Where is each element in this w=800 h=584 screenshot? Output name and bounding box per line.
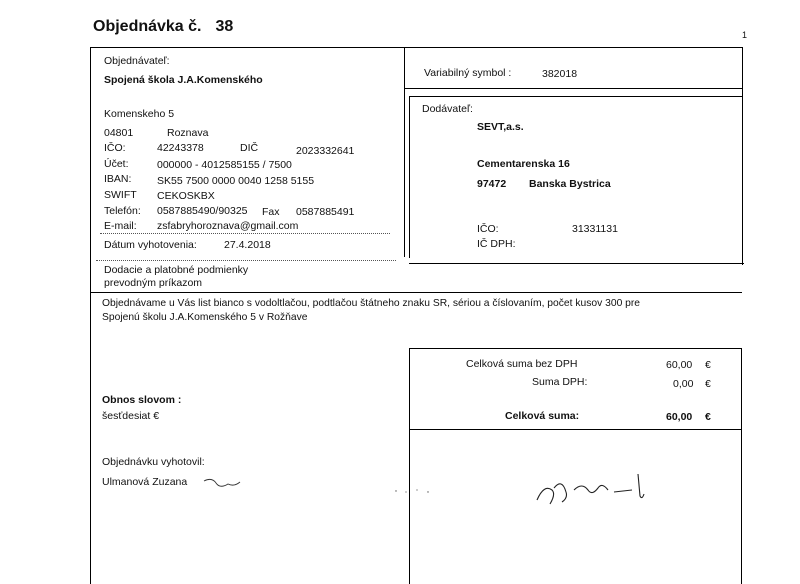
supplier-street: Cementarenska 16 bbox=[477, 158, 570, 170]
total-amount: 60,00 bbox=[666, 411, 693, 423]
prepared-by-label: Objednávku vyhotovil: bbox=[102, 456, 205, 468]
frame-left-line bbox=[90, 47, 91, 584]
buyer-swift-label: SWIFT bbox=[104, 189, 137, 201]
supplier-city: Banska Bystrica bbox=[529, 178, 611, 190]
buyer-iban-label: IBAN: bbox=[104, 173, 132, 185]
terms-line-2: prevodným príkazom bbox=[104, 277, 203, 289]
buyer-city: Roznava bbox=[167, 127, 209, 139]
buyer-email: zsfabryhoroznava@gmail.com bbox=[157, 220, 299, 232]
issue-date: 27.4.2018 bbox=[224, 239, 271, 251]
buyer-iban: SK55 7500 0000 0040 1258 5155 bbox=[157, 175, 315, 187]
supplier-ico: 31331131 bbox=[572, 223, 618, 235]
supplier-box-top bbox=[409, 96, 742, 97]
buyer-zip: 04801 bbox=[104, 127, 134, 139]
buyer-phone: 0587885490/90325 bbox=[157, 205, 248, 217]
order-title bbox=[93, 18, 233, 36]
buyer-street: Komenskeho 5 bbox=[104, 108, 175, 120]
currency-3: € bbox=[705, 411, 711, 423]
buyer-ico-label: IČO: bbox=[104, 142, 126, 154]
buyer-ico: 42243378 bbox=[157, 142, 204, 154]
supplier-name: SEVT,a.s. bbox=[477, 121, 524, 133]
order-text-line-2: Spojenú školu J.A.Komenského 5 v Rožňave bbox=[102, 312, 308, 323]
currency-1: € bbox=[705, 359, 711, 371]
total-without-vat-label: Celková suma bez DPH bbox=[466, 358, 578, 370]
issue-dotted-line bbox=[100, 233, 390, 234]
totals-box-left bbox=[409, 348, 410, 584]
supplier-ico-label: IČO: bbox=[477, 223, 499, 235]
supplier-box-bottom bbox=[409, 263, 744, 264]
terms-dotted-line bbox=[96, 260, 396, 261]
frame-top-line bbox=[90, 47, 742, 48]
frame-mid-line bbox=[404, 47, 405, 257]
supplier-zip: 97472 bbox=[477, 178, 507, 190]
buyer-email-label: E-mail: bbox=[104, 220, 137, 232]
buyer-name: Spojená škola J.A.Komenského bbox=[104, 74, 263, 86]
terms-line-1: Dodacie a platobné podmienky bbox=[104, 264, 249, 276]
totals-box-divider bbox=[409, 429, 742, 430]
order-number: 38 bbox=[215, 18, 234, 35]
supplier-box-left bbox=[409, 96, 410, 258]
in-words-label: Obnos slovom : bbox=[102, 394, 182, 406]
totals-box-right bbox=[741, 348, 742, 584]
stamp-dots bbox=[392, 486, 442, 496]
totals-box-top bbox=[409, 348, 742, 349]
vat-label: Suma DPH: bbox=[532, 376, 588, 388]
prepared-by-name: Ulmanová Zuzana bbox=[102, 476, 188, 488]
signature-main bbox=[532, 468, 652, 508]
buyer-phone-label: Telefón: bbox=[104, 205, 141, 217]
variable-symbol: 382018 bbox=[542, 68, 578, 80]
currency-2: € bbox=[705, 378, 711, 390]
buyer-swift: CEKOSKBX bbox=[157, 190, 215, 202]
buyer-heading: Objednávateľ: bbox=[104, 55, 170, 67]
buyer-dic: 2023332641 bbox=[296, 145, 355, 157]
variable-symbol-bottom-line bbox=[404, 88, 742, 89]
buyer-dic-label: DIČ bbox=[240, 142, 259, 154]
frame-right-line bbox=[742, 47, 743, 265]
variable-symbol-label: Variabilný symbol : bbox=[424, 67, 512, 79]
vat-amount: 0,00 bbox=[673, 378, 694, 390]
order-title-label: Objednávka č. bbox=[93, 18, 202, 35]
supplier-heading: Dodávateľ: bbox=[422, 103, 473, 115]
order-text-line-1: Objednávame u Vás list bianco s vodoltlačou, podtlačou štátneho znaku SR, sériou a číslovaním, počet kusov 300 pre bbox=[102, 298, 641, 309]
buyer-account: 000000 - 4012585155 / 7500 bbox=[157, 159, 292, 171]
total-without-vat: 60,00 bbox=[666, 359, 693, 371]
page-number: 1 bbox=[742, 30, 748, 40]
total-label: Celková suma: bbox=[505, 410, 580, 422]
in-words-value: šesťdesiat € bbox=[102, 410, 160, 422]
issue-date-label: Dátum vyhotovenia: bbox=[104, 239, 197, 251]
buyer-account-label: Účet: bbox=[104, 158, 129, 170]
supplier-icdph-label: IČ DPH: bbox=[477, 238, 516, 250]
buyer-fax-label: Fax bbox=[262, 206, 280, 218]
order-top-line bbox=[90, 292, 742, 293]
signature-small bbox=[202, 475, 242, 491]
buyer-fax: 0587885491 bbox=[296, 206, 355, 218]
